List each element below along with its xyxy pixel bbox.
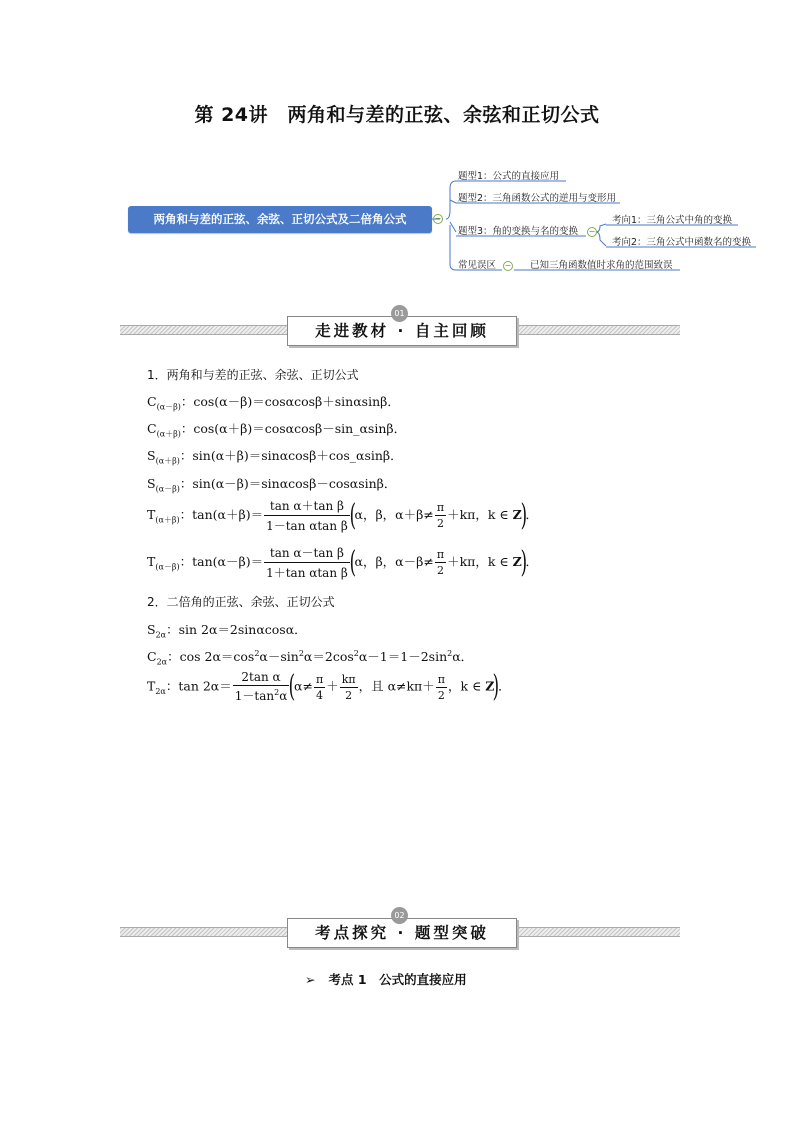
mindmap-node-type2[interactable]: 题型2：三角函数公式的逆用与变形用: [458, 193, 617, 204]
mindmap-node-misc-child[interactable]: 已知三角函数值时求角的范围致误: [530, 260, 673, 271]
formula-s-plus: $S_{(\alpha+\beta)}$：sin(α＋β)＝sinαcosβ＋cos_αsinβ．: [147, 448, 403, 466]
formula-t-double: $T_{2\alpha}$：tan 2α＝ $\frac{\text{2tan α}}{1-\tan^2\alpha}$ (α≠ $\frac{\pi}{4}$ ＋ $\frac{k\pi}{2}$ ，且 α≠kπ＋ $\frac{\pi}{2}$ ，k ∈ Z)．: [147, 669, 511, 704]
section-title: 考点探究 · 题型突破: [287, 918, 517, 948]
formula-t-plus: $T_{(\alpha+\beta)}$：tan(α＋β)＝ $\frac{\text{tan α＋tan β}}{\text{1－tan αtan β}}$ (α，β，α＋β≠ $\frac{\pi}{2}$ ＋kπ，k ∈ Z)．: [147, 497, 538, 533]
heading-double-angle: 2．二倍角的正弦、余弦、正切公式: [147, 595, 335, 609]
collapse-icon[interactable]: −: [588, 227, 596, 236]
section-title: 走进教材 · 自主回顾: [287, 316, 517, 346]
kaodian-heading: ➢ 考点 1 公式的直接应用: [305, 972, 467, 987]
arrow-icon: ➢: [305, 972, 316, 987]
formula-s-minus: $S_{(\alpha-\beta)}$：sin(α－β)＝sinαcosβ－cosαsinβ．: [147, 476, 397, 494]
section-number-badge: 01: [391, 305, 408, 322]
mindmap-node-misc[interactable]: 常见误区: [458, 260, 497, 271]
heading-sum-diff: 1．两角和与差的正弦、余弦、正切公式: [147, 368, 359, 382]
formula-c-minus: $C_{(\alpha-\beta)}$：cos(α－β)＝cosαcosβ＋sinαsinβ．: [147, 394, 400, 412]
mindmap-node-type1[interactable]: 题型1：公式的直接应用: [458, 171, 560, 182]
formula-c-plus: $C_{(\alpha+\beta)}$：cos(α＋β)＝cosαcosβ－sin_αsinβ．: [147, 421, 407, 439]
collapse-icon[interactable]: −: [434, 214, 442, 223]
collapse-icon[interactable]: −: [504, 261, 512, 270]
mindmap-node-dir2[interactable]: 考向2：三角公式中函数名的变换: [612, 237, 752, 248]
page-title: 第 24讲 两角和与差的正弦、余弦和正切公式: [194, 104, 600, 126]
mindmap-root[interactable]: 两角和与差的正弦、余弦、正切公式及二倍角公式: [128, 206, 432, 233]
formula-s-double: $S_{2\alpha}$：sin 2α＝2sinαcosα．: [147, 622, 307, 640]
mindmap-node-type3[interactable]: 题型3：角的变换与名的变换: [458, 226, 579, 237]
formula-t-minus: $T_{(\alpha-\beta)}$：tan(α－β)＝ $\frac{\text{tan α－tan β}}{\text{1＋tan αtan β}}$ (α，β，α－β≠ $\frac{\pi}{2}$ ＋kπ，k ∈ Z)．: [147, 544, 538, 580]
mindmap-connectors: [0, 0, 794, 300]
mindmap-node-dir1[interactable]: 考向1：三角公式中角的变换: [612, 215, 733, 226]
section-number-badge: 02: [391, 907, 408, 924]
formula-c-double: $C_{2\alpha}$：$\cos 2\alpha=\cos^2\alpha-\sin^2\alpha=2\cos^2\alpha-1=1-2\sin^2\alpha$．: [147, 648, 474, 667]
